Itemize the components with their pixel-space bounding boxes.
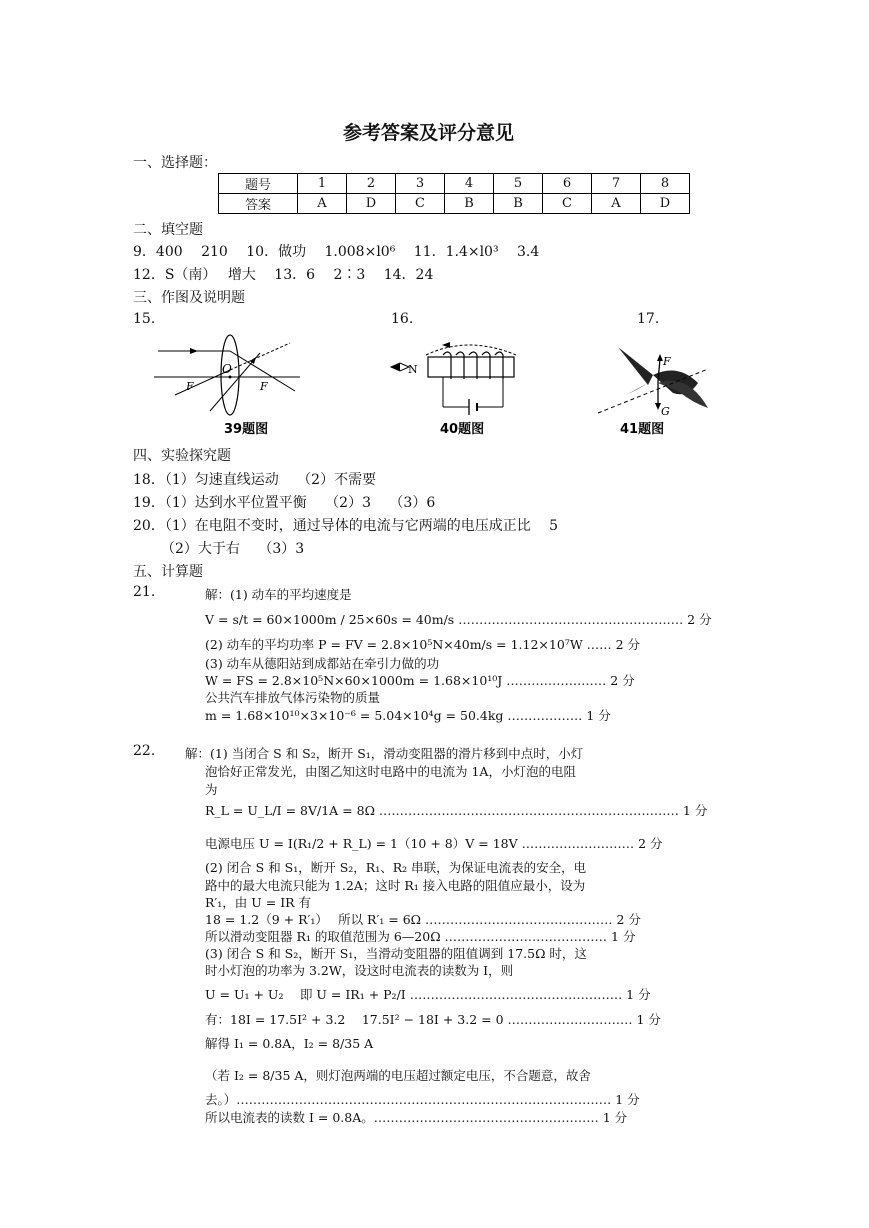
- solution-21-line: W = FS = 2.8×10⁵N×60×1000m = 1.68×10¹⁰J …………………… 2 分: [205, 673, 635, 688]
- question-21-label: 21.: [133, 584, 156, 600]
- table-cell: 7: [592, 174, 641, 194]
- table-cell: A: [592, 194, 641, 214]
- section-experiment-heading: 四、实验探究题: [133, 448, 231, 464]
- solution-22-line: 18 = 1.2（9 + R′₁） 所以 R′₁ = 6Ω ……………………………………… 2 分: [205, 912, 641, 927]
- table-cell: D: [347, 194, 396, 214]
- fill-answers-line-1: 9．400 210 10．做功 1.008×l0⁶ 11．1.4×l0³ 3.4: [133, 244, 540, 260]
- section-choice-heading: 一、选择题：: [133, 155, 217, 171]
- solution-22-line: (2) 闭合 S 和 S₁，断开 S₂，R₁、R₂ 串联，为保证电流表的安全，电: [205, 860, 587, 875]
- figure-41-caption: 41题图: [620, 422, 665, 437]
- answer-20-part2: （2）大于右 （3）3: [161, 541, 305, 557]
- solution-22-line: 解得 I₁ = 0.8A，I₂ = 8/35 A: [205, 1036, 374, 1051]
- table-cell: 8: [641, 174, 690, 194]
- table-cell: A: [298, 194, 347, 214]
- solution-21-line: V = s/t = 60×1000m / 25×60s = 40m/s ……………………………………………… 2 分: [205, 612, 712, 627]
- table-row: [219, 174, 690, 194]
- solution-22-line: R_L = U_L/I = 8V/1A = 8Ω ……………………………………………………………… 1 分: [205, 803, 708, 818]
- lens-center-label: O: [222, 362, 232, 376]
- question-15-label: 15.: [133, 311, 156, 327]
- table-cell: 6: [543, 174, 592, 194]
- table-cell: 2: [347, 174, 396, 194]
- table-cell: 1: [298, 174, 347, 194]
- fill-answers-line-2: 12．S（南） 增大 13．6 2∶3 14．24: [133, 267, 434, 283]
- section-calc-heading: 五、计算题: [133, 564, 203, 580]
- solution-22-line: 所以电流表的读数 I = 0.8A。……………………………………………… 1 分: [205, 1110, 628, 1125]
- solution-22-line: 有：18I = 17.5I² + 3.2 17.5I² − 18I + 3.2 = 0 ………………………… 1 分: [205, 1012, 661, 1027]
- lens-ray-diagram: [150, 333, 310, 438]
- table-cell: 3: [396, 174, 445, 194]
- question-16-label: 16.: [391, 311, 414, 327]
- table-cell: 答案: [219, 194, 298, 214]
- force-f-label: F: [663, 355, 671, 368]
- focus-left-label: F: [186, 380, 194, 393]
- solution-21-line: (2) 动车的平均功率 P = FV = 2.8×10⁵N×40m/s = 1.12×10⁷W …… 2 分: [205, 637, 641, 652]
- solution-22-line: (3) 闭合 S 和 S₂，断开 S₁，当滑动变阻器的阻值调到 17.5Ω 时，这: [205, 946, 587, 961]
- answer-18: 18．（1）匀速直线运动 （2）不需要: [133, 472, 377, 488]
- table-cell: C: [396, 194, 445, 214]
- answer-table: [218, 173, 690, 214]
- north-pole-label: N: [408, 363, 418, 376]
- solution-22-line: 路中的最大电流只能为 1.2A；这时 R₁ 接入电路的阻值应最小，设为: [205, 878, 586, 893]
- answer-20-part1: 20．（1）在电阻不变时，通过导体的电流与它两端的电压成正比 5: [133, 518, 559, 534]
- solution-22-line: 所以滑动变阻器 R₁ 的取值范围为 6—20Ω ………………………………… 1 分: [205, 929, 636, 944]
- question-17-label: 17.: [637, 311, 660, 327]
- section-fill-heading: 二、填空题: [133, 222, 203, 238]
- solution-22-line: 解：(1) 当闭合 S 和 S₂，断开 S₁，滑动变阻器的滑片移到中点时，小灯: [185, 746, 584, 761]
- solution-22-line: 电源电压 U = I(R₁/2 + R_L) = 1（10 + 8）V = 18V ……………………… 2 分: [205, 836, 663, 851]
- section-drawing-heading: 三、作图及说明题: [133, 290, 245, 306]
- table-cell: 5: [494, 174, 543, 194]
- question-22-label: 22.: [133, 743, 156, 759]
- solution-22-line: 时小灯泡的功率为 3.2W，设这时电流表的读数为 I，则: [205, 963, 514, 978]
- table-cell: B: [494, 194, 543, 214]
- focus-right-label: F: [260, 380, 268, 393]
- table-cell: C: [543, 194, 592, 214]
- table-cell: 题号: [219, 174, 298, 194]
- solution-22-line: 去。）……………………………………………………………………………… 1 分: [205, 1092, 640, 1107]
- table-row: [219, 194, 690, 214]
- figure-39-caption: 39题图: [224, 422, 269, 437]
- solenoid-diagram: [388, 333, 528, 438]
- solution-21-line: (3) 动车从德阳站到成都站在牵引力做的功: [205, 656, 440, 671]
- page-title: 参考答案及评分意见: [343, 122, 515, 144]
- solution-22-line: U = U₁ + U₂ 即 U = IR₁ + P₂/I …………………………………………… 1 分: [205, 987, 651, 1002]
- answer-19: 19．（1）达到水平位置平衡 （2）3 （3）6: [133, 495, 436, 511]
- force-g-label: G: [661, 405, 670, 418]
- solution-22-line: R′₁，由 U = IR 有: [205, 895, 312, 910]
- solution-21-line: m = 1.68×10¹⁰×3×10⁻⁶ = 5.04×10⁴g = 50.4kg ……………… 1 分: [205, 708, 611, 723]
- solution-22-line: 为: [205, 782, 218, 797]
- solution-22-line: 泡恰好正常发光，由图乙知这时电路中的电流为 1A，小灯泡的电阻: [205, 764, 576, 779]
- solution-21-line: 公共汽车排放气体污染物的质量: [205, 690, 381, 705]
- solution-22-line: （若 I₂ = 8/35 A，则灯泡两端的电压超过额定电压，不合题意，故舍: [205, 1068, 591, 1083]
- table-cell: D: [641, 194, 690, 214]
- table-cell: B: [445, 194, 494, 214]
- table-cell: 4: [445, 174, 494, 194]
- swallow-force-diagram: [598, 333, 718, 438]
- figure-40-caption: 40题图: [440, 422, 485, 437]
- solution-21-line: 解：(1) 动车的平均速度是: [205, 587, 352, 602]
